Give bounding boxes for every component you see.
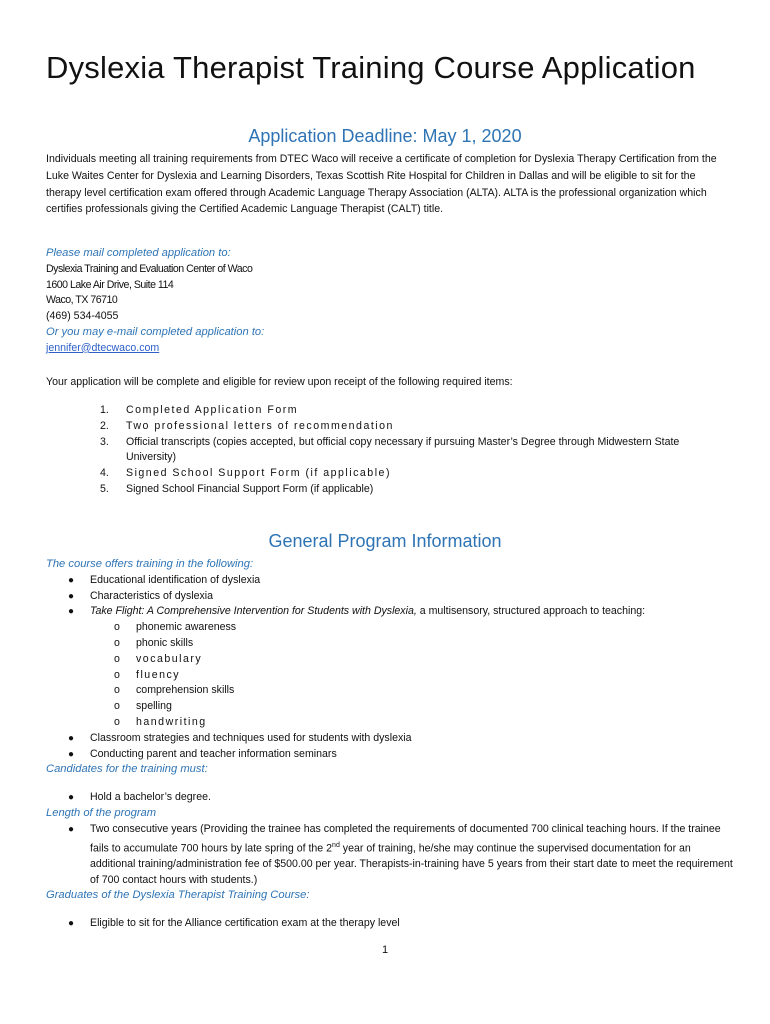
item-text: Hold a bachelor’s degree. (90, 791, 211, 804)
offers-heading: The course offers training in the following: (46, 558, 254, 570)
list-item (100, 403, 730, 419)
circle-bullet-icon: o (114, 621, 120, 634)
mail-heading: Please mail completed application to: (46, 247, 231, 259)
circle-bullet-icon: o (114, 668, 120, 681)
length-text-a: Two consecutive years (Providing the trainee has completed the requirements of documented 700 clinical teaching hours. If the trainee fails to accumulate 700 hours by late spring of the 2 (90, 822, 721, 855)
item-text: Completed Application Form (126, 404, 299, 416)
page-number: 1 (381, 944, 389, 956)
item-number: 5. (100, 482, 109, 495)
bullet-icon: ● (68, 792, 75, 804)
item-number: 3. (100, 435, 109, 448)
bullet-icon: ● (68, 732, 75, 744)
circle-bullet-icon: o (114, 700, 120, 713)
sub-list-item (46, 652, 736, 668)
circle-bullet-icon: o (114, 652, 120, 665)
item-number: 4. (100, 467, 109, 480)
list-item (100, 482, 730, 498)
item-text: Characteristics of dyslexia (90, 589, 214, 602)
sub-list-item (46, 668, 736, 684)
list-item (46, 731, 736, 747)
required-items-list (100, 403, 730, 498)
list-item (100, 466, 730, 482)
list-item (46, 573, 736, 589)
item-text: spelling (136, 700, 172, 713)
mail-city: Waco, TX 76710 (46, 294, 118, 307)
list-item (46, 790, 736, 806)
mailing-address-block (46, 246, 726, 357)
take-flight-description: a multisensory, structured approach to teaching: (416, 605, 646, 618)
list-item (46, 604, 736, 620)
item-text: phonemic awareness (136, 621, 237, 634)
bullet-icon: ● (68, 918, 75, 930)
bullet-icon: ● (68, 748, 75, 760)
item-text: fluency (136, 668, 181, 681)
mail-phone: (469) 534-4055 (46, 310, 119, 323)
item-text: Signed School Support Form (if applicable) (126, 467, 391, 480)
item-text: Official transcripts (copies accepted, but official copy necessary if pursuing Master’s Degree through Midwestern State University) (126, 435, 680, 464)
item-text: Conducting parent and teacher information seminars (90, 747, 337, 760)
item-text: Classroom strategies and techniques used for students with dyslexia (90, 731, 412, 744)
circle-bullet-icon: o (114, 715, 120, 728)
list-item (100, 419, 730, 435)
item-number: 2. (100, 419, 109, 432)
length-heading: Length of the program (46, 806, 157, 819)
section-heading: General Program Information (268, 531, 502, 551)
item-number: 1. (100, 404, 109, 416)
item-text: vocabulary (136, 652, 203, 665)
bullet-icon: ● (68, 606, 75, 618)
bullet-icon: ● (68, 590, 75, 602)
sub-list-item (46, 620, 736, 636)
item-text: Educational identification of dyslexia (90, 573, 261, 586)
length-superscript: nd (332, 841, 340, 849)
circle-bullet-icon: o (114, 684, 120, 697)
email-heading: Or you may e-mail completed application to: (46, 325, 265, 338)
item-text: Eligible to sit for the Alliance certification exam at the therapy level (90, 917, 400, 930)
list-item (46, 589, 736, 605)
general-program-info (46, 557, 736, 932)
item-text: Two professional letters of recommendation (126, 419, 394, 432)
application-deadline: Application Deadline: May 1, 2020 (248, 126, 522, 146)
sub-list-item (46, 636, 736, 652)
bullet-icon: ● (68, 574, 75, 586)
list-item (100, 435, 730, 467)
mail-street: 1600 Lake Air Drive, Suite 114 (46, 278, 174, 291)
sub-list-item (46, 715, 736, 731)
candidates-heading: Candidates for the training must: (46, 763, 208, 776)
sub-list-item (46, 699, 736, 715)
page-title: Dyslexia Therapist Training Course Application (46, 50, 696, 85)
item-text: handwriting (136, 715, 207, 728)
take-flight-title: Take Flight: A Comprehensive Intervention for Students with Dyslexia, (90, 605, 417, 618)
intro-text: Individuals meeting all training requirements from DTEC Waco will receive a certificate of completion for Dyslexia Therapy Certification from the Luke Waites Center for Dyslexia and Learning Disorders, Texas Scottish Rite Hospital for Children in Dallas and will be eligible to sit for the therapy level certification exam offered through Academic Language Therapy Association (ALTA). ALTA is the professional organization which certifies professionals giving the Certified Academic Language Therapist (CALT) title. (46, 153, 717, 216)
mail-org: Dyslexia Training and Evaluation Center of Waco (46, 262, 253, 275)
list-item (46, 916, 736, 932)
intro-paragraph (46, 151, 726, 218)
bullet-icon: ● (68, 823, 75, 835)
graduates-heading: Graduates of the Dyslexia Therapist Training Course: (46, 889, 310, 902)
item-text: comprehension skills (136, 684, 235, 697)
complete-statement: Your application will be complete and eligible for review upon receipt of the following required items: (46, 376, 513, 388)
item-text: phonic skills (136, 636, 194, 649)
item-text: Signed School Financial Support Form (if applicable) (126, 482, 374, 495)
list-item (46, 822, 736, 889)
email-link[interactable]: jennifer@dtecwaco.com (46, 341, 160, 354)
length-text-b: year of training, he/she may continue the supervised documentation for an additional training/administration fee of $500.00 per year. Therapists-in-training have 5 years from their start date to meet the requirement of 700 contact hours with students.) (90, 842, 733, 886)
sub-list-item (46, 683, 736, 699)
list-item (46, 747, 736, 763)
circle-bullet-icon: o (114, 636, 120, 649)
